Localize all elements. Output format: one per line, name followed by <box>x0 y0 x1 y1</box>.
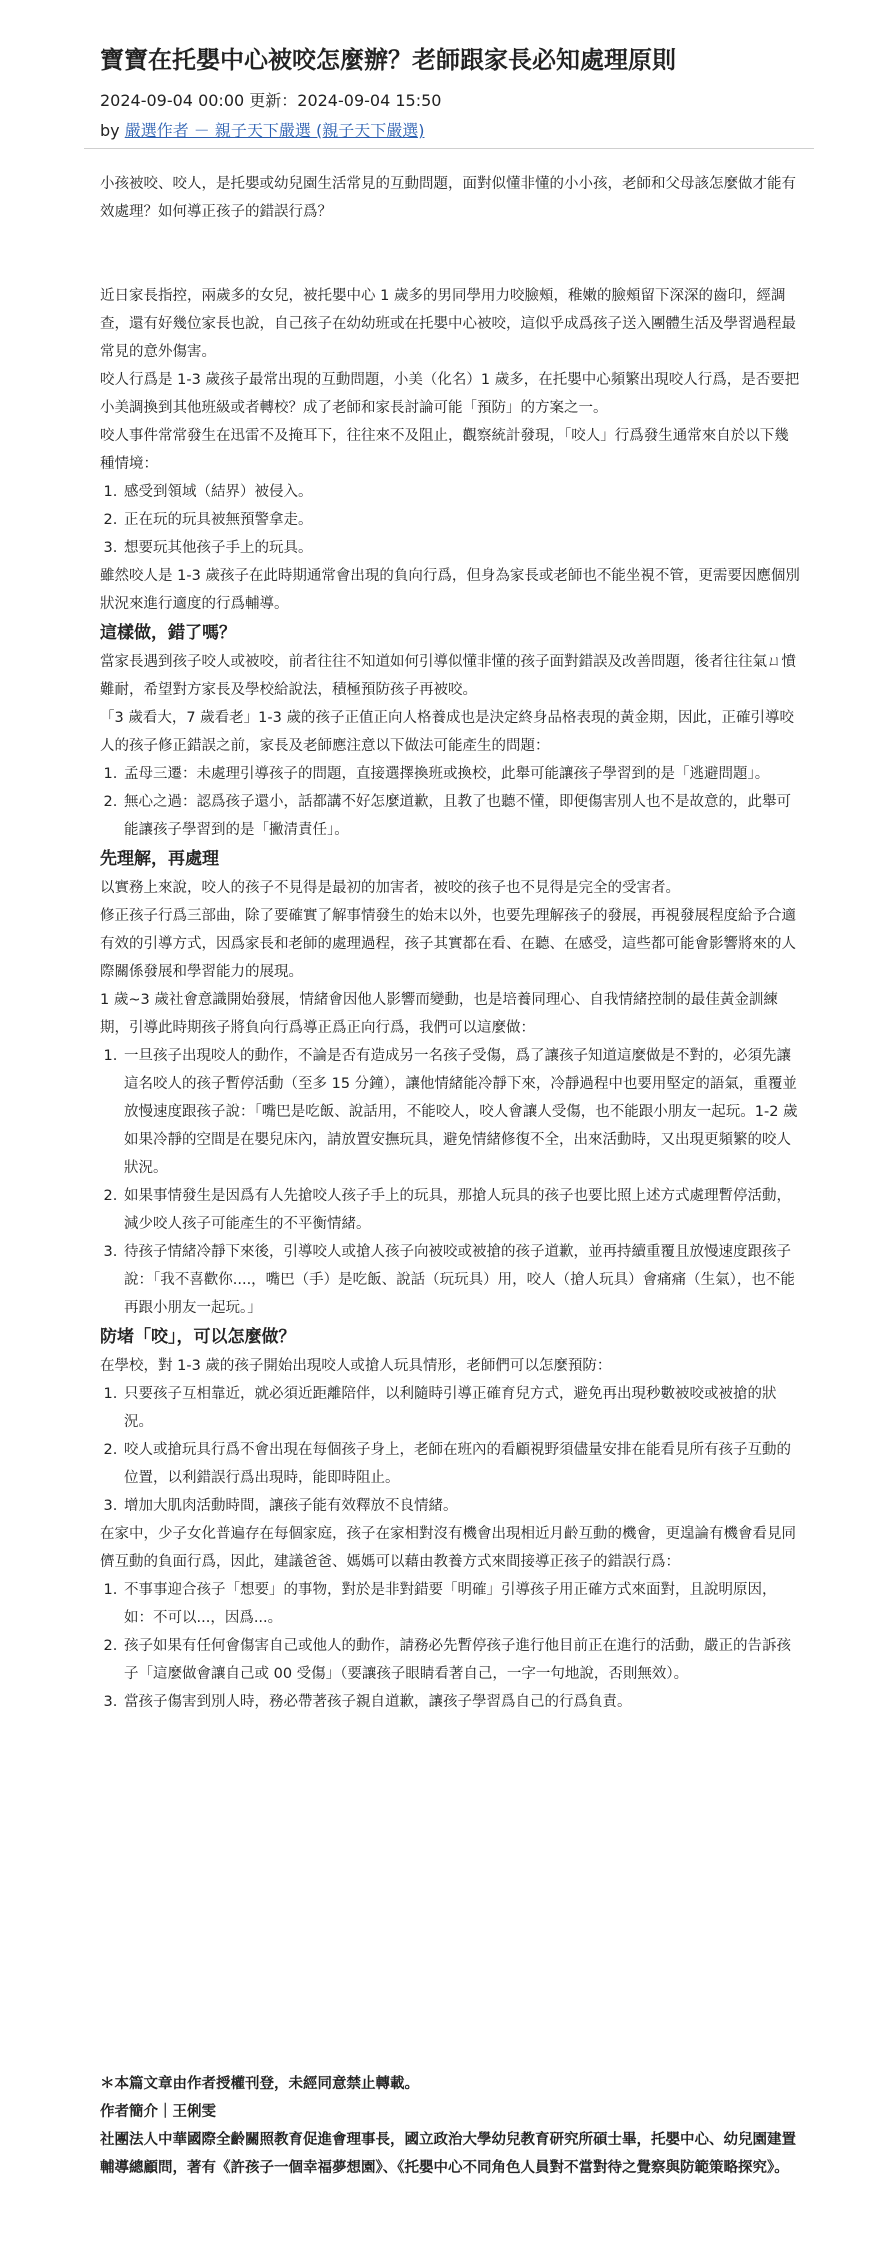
paragraph: 雖然咬人是 1-3 歲孩子在此時期通常會出現的負向行爲，但身為家長或老師也不能坐視不管，更需要因應個別狀況來進行適度的行爲輔導。 <box>100 568 800 612</box>
list-item: 1. 感受到領域（結界）被侵入。 <box>122 478 800 506</box>
paragraph: 1 歲~3 歲社會意識開始發展，情緒會因他人影響而變動，也是培養同理心、自我情緒控制的最佳黃金訓練期，引導此時期孩子將負向行爲導正爲正向行爲，我們可以這麼做： <box>100 992 778 1036</box>
paragraph: 咬人行爲是 1-3 歲孩子最常出現的互動問題，小美（化名）1 歲多，在托嬰中心頻繁出現咬人行爲，是否要把小美調換到其他班級或者轉校？成了老師和家長討論可能「預防」的方案之一。 <box>100 372 800 416</box>
list-item: 2. 正在玩的玩具被無預警拿走。 <box>122 506 800 534</box>
guidance-list <box>100 1042 800 1322</box>
section-heading: 先理解，再處理 <box>100 849 219 869</box>
list-item: 1. 一旦孩子出現咬人的動作，不論是否有造成另一名孩子受傷，爲了讓孩子知道這麼做是不對的，必須先讓這名咬人的孩子暫停活動（至多 15 分鐘），讓他情緒能冷靜下來，冷靜過程中也要用堅定的語氣，重覆並放慢速度跟孩子說：「嘴巴是吃飯、說話用，不能咬人，咬人會讓人受傷，也不能跟小朋友一起玩。1-2 歲如果冷靜的空間是在嬰兒床內，請放置安撫玩具，避免情緒修復不全，出來活動時，又出現更頻繁的咬人狀況。 <box>122 1042 800 1182</box>
byline-prefix: by <box>100 121 120 140</box>
section-heading: 這樣做，錯了嗎？ <box>100 623 236 643</box>
mistakes-list <box>100 760 800 844</box>
paragraph: 當家長遇到孩子咬人或被咬，前者往往不知道如何引導似懂非懂的孩子面對錯誤及改善問題，後者往往氣ㄩ憤難耐，希望對方家長及學校給說法，積極預防孩子再被咬。 <box>100 654 796 698</box>
article-header <box>100 44 820 142</box>
paragraph: 近日家長指控，兩歲多的女兒，被托嬰中心 1 歲多的男同學用力咬臉頰，稚嫩的臉頰留下深深的齒印，經調查，還有好幾位家長也說，自己孩子在幼幼班或在托嬰中心被咬，這似乎成爲孩子送入團體生活及學習過程最常見的意外傷害。 <box>100 288 796 360</box>
list-item: 1. 孟母三遷：未處理引導孩子的問題，直接選擇換班或換校，此舉可能讓孩子學習到的是「逃避問題」。 <box>122 760 800 788</box>
list-item: 3. 增加大肌肉活動時間，讓孩子能有效釋放不良情緒。 <box>122 1492 800 1520</box>
spacer <box>100 254 800 282</box>
author-bio: 社團法人中華國際全齡關照教育促進會理事長，國立政治大學幼兒教育研究所碩士畢，托嬰中心、幼兒園建置輔導總顧問，著有《許孩子一個幸福夢想園》、《托嬰中心不同角色人員對不當對待之覺察與防範策略探究》。 <box>100 2132 796 2176</box>
page-title: 寶寶在托嬰中心被咬怎麼辦？老師跟家長必知處理原則 <box>100 46 676 74</box>
list-item: 1. 只要孩子互相靠近，就必須近距離陪伴，以利隨時引導正確育兒方式，避免再出現秒數被咬或被搶的狀況。 <box>122 1380 800 1436</box>
header-divider <box>84 148 814 149</box>
paragraph: 修正孩子行爲三部曲，除了要確實了解事情發生的始末以外，也要先理解孩子的發展，再視發展程度給予合適有效的引導方式，因爲家長和老師的處理過程，孩子其實都在看、在聽、在感受，這些都可能會影響將來的人際關係發展和學習能力的展現。 <box>100 908 796 980</box>
publish-dates: 2024-09-04 00:00 更新：2024-09-04 15:50 <box>100 91 442 110</box>
home-prevention-list <box>100 1576 800 1716</box>
author-link[interactable]: 嚴選作者 － 親子天下嚴選 (親子天下嚴選) <box>124 121 425 140</box>
article-footer <box>100 2070 800 2182</box>
list-item: 1. 不事事迎合孩子「想要」的事物，對於是非對錯要「明確」引導孩子用正確方式來面對，且說明原因，如：不可以...，因爲...。 <box>122 1576 800 1632</box>
scenario-list <box>100 478 800 562</box>
spacer <box>100 226 800 254</box>
copyright-notice: ＊本篇文章由作者授權刊登，未經同意禁止轉載。 <box>100 2076 419 2092</box>
list-item: 2. 咬人或搶玩具行爲不會出現在每個孩子身上，老師在班內的看顧視野須儘量安排在能看見所有孩子互動的位置，以利錯誤行爲出現時，能即時阻止。 <box>122 1436 800 1492</box>
section-heading: 防堵「咬」，可以怎麼做？ <box>100 1327 296 1347</box>
paragraph: 在學校，對 1-3 歲的孩子開始出現咬人或搶人玩具情形，老師們可以怎麼預防： <box>100 1358 612 1374</box>
byline <box>100 120 820 142</box>
paragraph: 咬人事件常常發生在迅雷不及掩耳下，往往來不及阻止，觀察統計發現，「咬人」行爲發生通常來自於以下幾種情境： <box>100 428 789 472</box>
list-item: 2. 無心之過：認爲孩子還小，話都講不好怎麼道歉，且教了也聽不懂，即便傷害別人也不是故意的，此舉可能讓孩子學習到的是「撇清責任」。 <box>122 788 800 844</box>
author-heading: 作者簡介｜王俐雯 <box>100 2104 216 2120</box>
paragraph: 在家中，少子女化普遍存在每個家庭，孩子在家相對沒有機會出現相近月齡互動的機會，更遑論有機會看見同儕互動的負面行爲，因此，建議爸爸、媽媽可以藉由教養方式來間接導正孩子的錯誤行爲： <box>100 1526 796 1570</box>
intro-paragraph: 小孩被咬、咬人，是托嬰或幼兒園生活常見的互動問題，面對似懂非懂的小小孩，老師和父母該怎麼做才能有效處理？如何導正孩子的錯誤行爲？ <box>100 176 796 220</box>
paragraph: 以實務上來說，咬人的孩子不見得是最初的加害者，被咬的孩子也不見得是完全的受害者。 <box>100 880 680 896</box>
article-body <box>100 170 800 1716</box>
list-item: 2. 孩子如果有任何會傷害自己或他人的動作，請務必先暫停孩子進行他目前正在進行的活動，嚴正的告訴孩子「這麼做會讓自己或 00 受傷」（要讓孩子眼睛看著自己，一字一句地說，否則無效）。 <box>122 1632 800 1688</box>
list-item: 3. 待孩子情緒冷靜下來後，引導咬人或搶人孩子向被咬或被搶的孩子道歉，並再持續重覆且放慢速度跟孩子說：「我不喜歡你....，嘴巴（手）是吃飯、說話（玩玩具）用，咬人（搶人玩具）會痛痛（生氣），也不能再跟小朋友一起玩。」 <box>122 1238 800 1322</box>
list-item: 2. 如果事情發生是因爲有人先搶咬人孩子手上的玩具，那搶人玩具的孩子也要比照上述方式處理暫停活動，減少咬人孩子可能產生的不平衡情緒。 <box>122 1182 800 1238</box>
list-item: 3. 當孩子傷害到別人時，務必帶著孩子親自道歉，讓孩子學習爲自己的行爲負責。 <box>122 1688 800 1716</box>
paragraph: 「3 歲看大，7 歲看老」1-3 歲的孩子正值正向人格養成也是決定終身品格表現的黃金期，因此，正確引導咬人的孩子修正錯誤之前，家長及老師應注意以下做法可能產生的問題： <box>100 710 794 754</box>
list-item: 3. 想要玩其他孩子手上的玩具。 <box>122 534 800 562</box>
school-prevention-list <box>100 1380 800 1520</box>
